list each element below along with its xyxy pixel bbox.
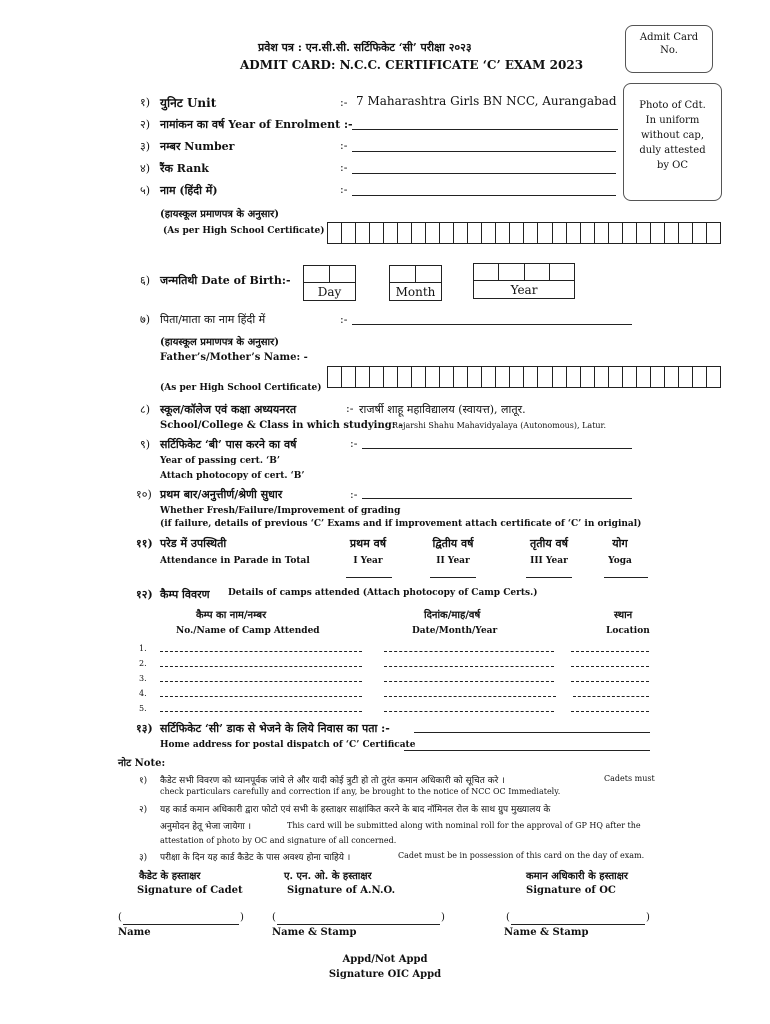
camp-row-5-name[interactable] <box>160 711 362 712</box>
photo-line-2: In uniform <box>645 115 700 126</box>
note-2-hi2: अनुमोदन हेतू भेजा जायेगा । <box>160 822 252 832</box>
note-1-en-next: check particulars carefully and correction if any, be brought to the notice of NCC OC Immediately. <box>160 787 561 796</box>
field-1-num: १) <box>140 96 151 109</box>
sig-oc-paren-close: ) <box>646 912 650 923</box>
field-8-sep: :- <box>346 402 354 415</box>
note-1-num: १) <box>139 776 148 786</box>
field-10-num: १०) <box>136 488 152 501</box>
note-3-en-inline: Cadet must be in possession of this card on the day of exam. <box>398 851 645 860</box>
field-8-num: ८) <box>140 403 151 416</box>
camp-row-3-location[interactable] <box>571 681 649 682</box>
sig-oc-bottom: Name & Stamp <box>504 927 589 938</box>
field-5-sep: :- <box>340 183 348 196</box>
cert-b-year-field[interactable] <box>362 448 632 449</box>
camp-row-1-num: 1. <box>139 644 147 653</box>
field-13-sub: Home address for postal dispatch of ‘C’ Certificate <box>160 740 416 750</box>
field-3-num: ३) <box>140 140 151 153</box>
admit-card-label: Admit Card <box>639 32 699 43</box>
photo-line-3: without cap, <box>640 130 705 141</box>
field-7-sep: :- <box>340 313 348 326</box>
field-7-sub2: Father’s/Mother’s Name: - <box>160 352 308 363</box>
camp-row-3-date[interactable] <box>384 681 554 682</box>
field-10-sub1: Whether Fresh/Failure/Improvement of grading <box>160 506 401 516</box>
camp-col-2-hi: दिनांक/माह/वर्ष <box>424 610 481 621</box>
parade-total-field[interactable] <box>604 577 648 578</box>
parade-col-2-en: II Year <box>436 556 470 566</box>
note-2-num: २) <box>139 805 148 815</box>
field-4-sep: :- <box>340 161 348 174</box>
field-5-sub1: (हायस्कूल प्रमाणपत्र के अनुसार) <box>160 209 279 220</box>
field-13-label: सर्टिफिकेट ‘सी’ डाक से भेजने के लिये निवास का पता :- <box>160 722 390 735</box>
parade-year-3-field[interactable] <box>526 577 572 578</box>
camp-row-3-name[interactable] <box>160 681 362 682</box>
photo-line-4: duly attested <box>639 145 706 156</box>
camp-row-4-date[interactable] <box>384 696 556 697</box>
camp-row-5-date[interactable] <box>384 711 554 712</box>
field-10-label: प्रथम बार/अनुत्तीर्ण/श्रेणी सुधार <box>160 488 283 501</box>
dob-day-box[interactable] <box>303 265 356 301</box>
camp-col-1-hi: कैम्प का नाम/नम्बर <box>196 610 267 621</box>
sig-ano-paren-open: ( <box>272 912 276 923</box>
sig-cadet-hi: कैडेट के हस्ताक्षर <box>139 871 201 882</box>
field-3-label: नम्बर Number <box>160 140 235 153</box>
note-2-en-next: attestation of photo by OC and signature of all concerned. <box>160 836 397 845</box>
field-7-sub1: (हायस्कूल प्रमाणपत्र के अनुसार) <box>160 337 279 348</box>
parade-col-2-hi: द्वितीय वर्ष <box>432 537 474 550</box>
field-1-label: युनिट Unit <box>160 96 217 110</box>
field-8-sub-label: School/College & Class in which studying: - <box>160 420 404 431</box>
camp-col-3-hi: स्थान <box>614 610 633 621</box>
field-10-sep: :- <box>350 488 358 501</box>
sig-oc-hi: कमान अधिकारी के हस्ताक्षर <box>526 871 629 882</box>
camp-row-4-name[interactable] <box>160 696 362 697</box>
dob-day-label: Day <box>317 285 342 299</box>
field-6-num: ६) <box>140 274 151 287</box>
field-9-sub1: Year of passing cert. ‘B’ <box>160 456 280 466</box>
camp-row-1-location[interactable] <box>571 651 649 652</box>
camp-row-4-num: 4. <box>139 689 147 698</box>
field-9-num: ९) <box>140 438 151 451</box>
college-value-hindi: राजर्षी शाहू महाविद्यालय (स्वायत्त), लातूर. <box>359 403 526 416</box>
parade-col-4-en: Yoga <box>608 556 632 566</box>
sig-cadet-paren-close: ) <box>240 912 244 923</box>
field-4-label: रैंक Rank <box>160 162 209 175</box>
ano-name-field[interactable] <box>277 924 440 925</box>
notes-title: नोट Note: <box>118 758 166 769</box>
field-5-label: नाम (हिंदी में) <box>160 184 218 197</box>
camp-row-5-num: 5. <box>139 704 147 713</box>
field-10-sub2: (if failure, details of previous ‘C’ Exams and if improvement attach certificate of ‘C’ in original) <box>160 519 642 529</box>
sig-ano-hi: ए. एन. ओ. के हस्ताक्षर <box>284 871 372 882</box>
field-11-sub: Attendance in Parade in Total <box>160 556 310 566</box>
camp-col-1-en: No./Name of Camp Attended <box>176 626 320 636</box>
footer-signature: Signature OIC Appd <box>328 969 442 980</box>
camp-row-3-num: 3. <box>139 674 147 683</box>
field-12-label: कैम्प विवरण <box>160 588 210 601</box>
field-9-label: सर्टिफिकेट ‘बी’ पास करने का वर्ष <box>160 438 297 451</box>
note-1-en-inline: Cadets must <box>604 774 655 783</box>
camp-row-2-name[interactable] <box>160 666 362 667</box>
camp-row-5-location[interactable] <box>571 711 649 712</box>
field-6-label: जन्मतिथी Date of Birth:- <box>160 274 291 287</box>
field-7-sub3: (As per High School Certificate) <box>160 383 322 393</box>
camp-row-4-location[interactable] <box>573 696 649 697</box>
field-9-sep: :- <box>350 437 358 450</box>
fresh-failure-field[interactable] <box>362 498 632 499</box>
camp-row-2-location[interactable] <box>571 666 649 667</box>
cadet-name-field[interactable] <box>123 924 239 925</box>
parade-col-1-hi: प्रथम वर्ष <box>349 537 387 550</box>
college-value-english: Rajarshi Shahu Mahavidyalaya (Autonomous), Latur. <box>392 421 607 430</box>
dob-month-box[interactable] <box>389 265 442 301</box>
parade-col-4-hi: योग <box>612 537 628 550</box>
dob-month-label: Month <box>395 285 436 299</box>
dob-year-label: Year <box>510 283 538 297</box>
field-13-num: १३) <box>136 722 153 735</box>
unit-value: 7 Maharashtra Girls BN NCC, Aurangabad <box>356 94 617 108</box>
field-5-num: ५) <box>140 184 151 197</box>
note-3-num: ३) <box>139 853 148 863</box>
postal-address-field-1[interactable] <box>414 732 650 733</box>
note-2-hi: यह कार्ड कमान अधिकारी द्वारा फोटो एवं सभी के हस्ताक्षर साक्षांकित करने के बाद नॉमिनल रोल के साथ ग्रुप मुख्यालय के <box>160 805 551 815</box>
name-letter-grid-1[interactable] <box>327 222 721 244</box>
note-1-hi: कैडेट सभी विवरण को ध्यानपूर्वक जांचे ले और यादी कोई त्रुटी हो तो तुरंत कमान अधिकारी को सूचित करे । <box>160 776 505 786</box>
parent-name-letter-grid[interactable] <box>327 366 721 388</box>
sig-ano-paren-close: ) <box>441 912 445 923</box>
parent-name-hindi-field[interactable] <box>352 324 632 325</box>
note-2-en-inline: This card will be submitted along with nominal roll for the approval of GP HQ after the <box>287 821 641 830</box>
field-8-label: स्कूल/कॉलेज एवं कक्षा अध्ययनरत <box>160 403 297 416</box>
dob-year-box[interactable] <box>473 263 575 299</box>
field-11-num: ११) <box>136 537 153 550</box>
field-9-sub2: Attach photocopy of cert. ‘B’ <box>160 471 305 481</box>
camp-col-3-en: Location <box>606 626 650 636</box>
parade-col-1-en: I Year <box>353 556 383 566</box>
admit-card-no-box <box>625 25 713 73</box>
name-hindi-field[interactable] <box>352 195 616 196</box>
sig-cadet-bottom: Name <box>118 927 151 938</box>
camp-row-2-num: 2. <box>139 659 147 668</box>
parade-col-3-en: III Year <box>530 556 568 566</box>
field-2-label: नामांकन का वर्ष Year of Enrolment :- <box>160 118 353 131</box>
postal-address-field-2[interactable] <box>404 750 650 751</box>
footer-approval: Appd/Not Appd <box>342 954 428 965</box>
camp-row-1-date[interactable] <box>384 651 554 652</box>
number-field[interactable] <box>352 151 616 152</box>
parade-year-1-field[interactable] <box>346 577 392 578</box>
oc-name-field[interactable] <box>511 924 645 925</box>
field-12-label-en: Details of camps attended (Attach photocopy of Camp Certs.) <box>228 588 538 598</box>
photo-line-5: by OC <box>656 160 689 171</box>
sig-cadet-paren-open: ( <box>118 912 122 923</box>
sig-ano-bottom: Name & Stamp <box>272 927 357 938</box>
sig-oc-en: Signature of OC <box>526 885 616 896</box>
field-7-num: ७) <box>140 313 151 326</box>
camp-row-1-name[interactable] <box>160 651 362 652</box>
field-5-sub2: (As per High School Certificate) <box>163 226 325 236</box>
page-title: ADMIT CARD: N.C.C. CERTIFICATE ‘C’ EXAM 2023 <box>240 58 584 72</box>
note-3-hi: परीक्षा के दिन यह कार्ड कैडेट के पास अवश्य होना चाहिये । <box>160 853 351 863</box>
photo-line-1: Photo of Cdt. <box>639 100 706 111</box>
hindi-title: प्रवेश पत्र : एन.सी.सी. सर्टिफिकेट ‘सी’ परीक्षा २०२३ <box>258 41 472 54</box>
sig-oc-paren-open: ( <box>506 912 510 923</box>
field-1-sep: :- <box>340 96 348 109</box>
sig-cadet-en: Signature of Cadet <box>137 885 243 896</box>
field-4-num: ४) <box>140 162 151 175</box>
camp-row-2-date[interactable] <box>384 666 554 667</box>
field-7-label: पिता/माता का नाम हिंदी में <box>160 313 266 326</box>
admit-card-no-label: No. <box>660 45 678 56</box>
rank-field[interactable] <box>352 173 616 174</box>
field-3-sep: :- <box>340 139 348 152</box>
parade-col-3-hi: तृतीय वर्ष <box>529 537 569 550</box>
field-12-num: १२) <box>136 588 153 601</box>
field-11-label: परेड में उपस्थिती <box>160 537 227 550</box>
field-2-num: २) <box>140 118 151 131</box>
camp-col-2-en: Date/Month/Year <box>412 626 498 636</box>
sig-ano-en: Signature of A.N.O. <box>287 885 396 896</box>
photo-box <box>623 83 722 201</box>
parade-year-2-field[interactable] <box>430 577 476 578</box>
enrolment-year-field[interactable] <box>352 129 618 130</box>
